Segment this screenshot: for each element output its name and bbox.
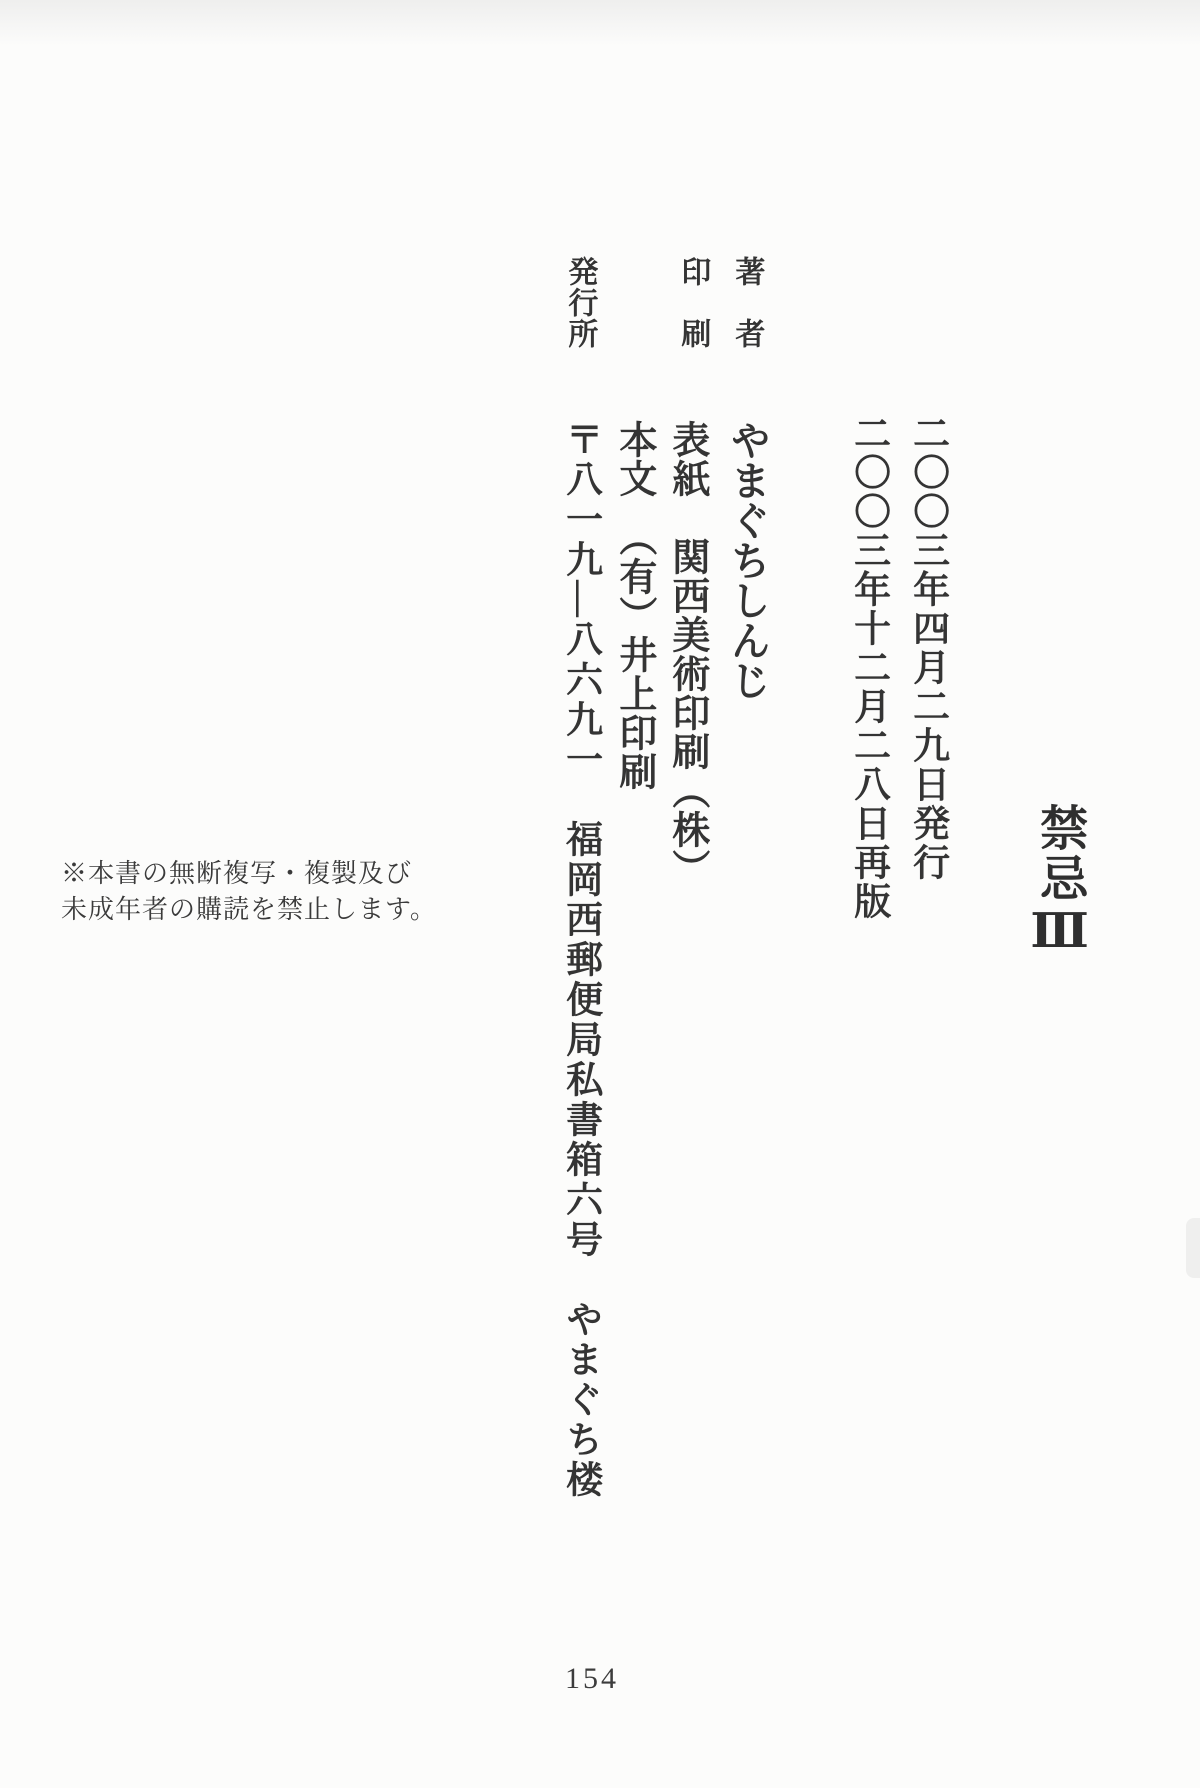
page-number: 154 — [565, 1662, 619, 1695]
copyright-notice-line-1: ※本書の無断複写・複製及び — [61, 859, 413, 888]
publisher-label: 発行所 — [563, 256, 597, 349]
printer-body-line: 本文 （有）井上印刷 — [612, 420, 655, 791]
copyright-notice-line-2: 未成年者の購読を禁止します。 — [61, 894, 437, 924]
author-label: 著 者 — [730, 256, 764, 349]
scan-artifact — [1186, 1218, 1200, 1278]
publication-date-issued: 二〇〇三年四月二九日発行 — [906, 414, 948, 882]
author-name: やまぐちしんじ — [725, 420, 771, 700]
printer-label: 印 刷 — [676, 256, 710, 349]
book-title: 禁忌Ⅲ — [1032, 803, 1086, 961]
printer-cover-line: 表紙 関西美術印刷（株） — [665, 420, 708, 888]
copyright-notice — [61, 856, 437, 928]
publication-date-reprinted: 二〇〇三年十二月二八日再版 — [847, 414, 889, 921]
publisher-address: 〒八一九—八六九一 福岡西郵便局私書箱六号 やまぐち楼 — [559, 420, 601, 1500]
